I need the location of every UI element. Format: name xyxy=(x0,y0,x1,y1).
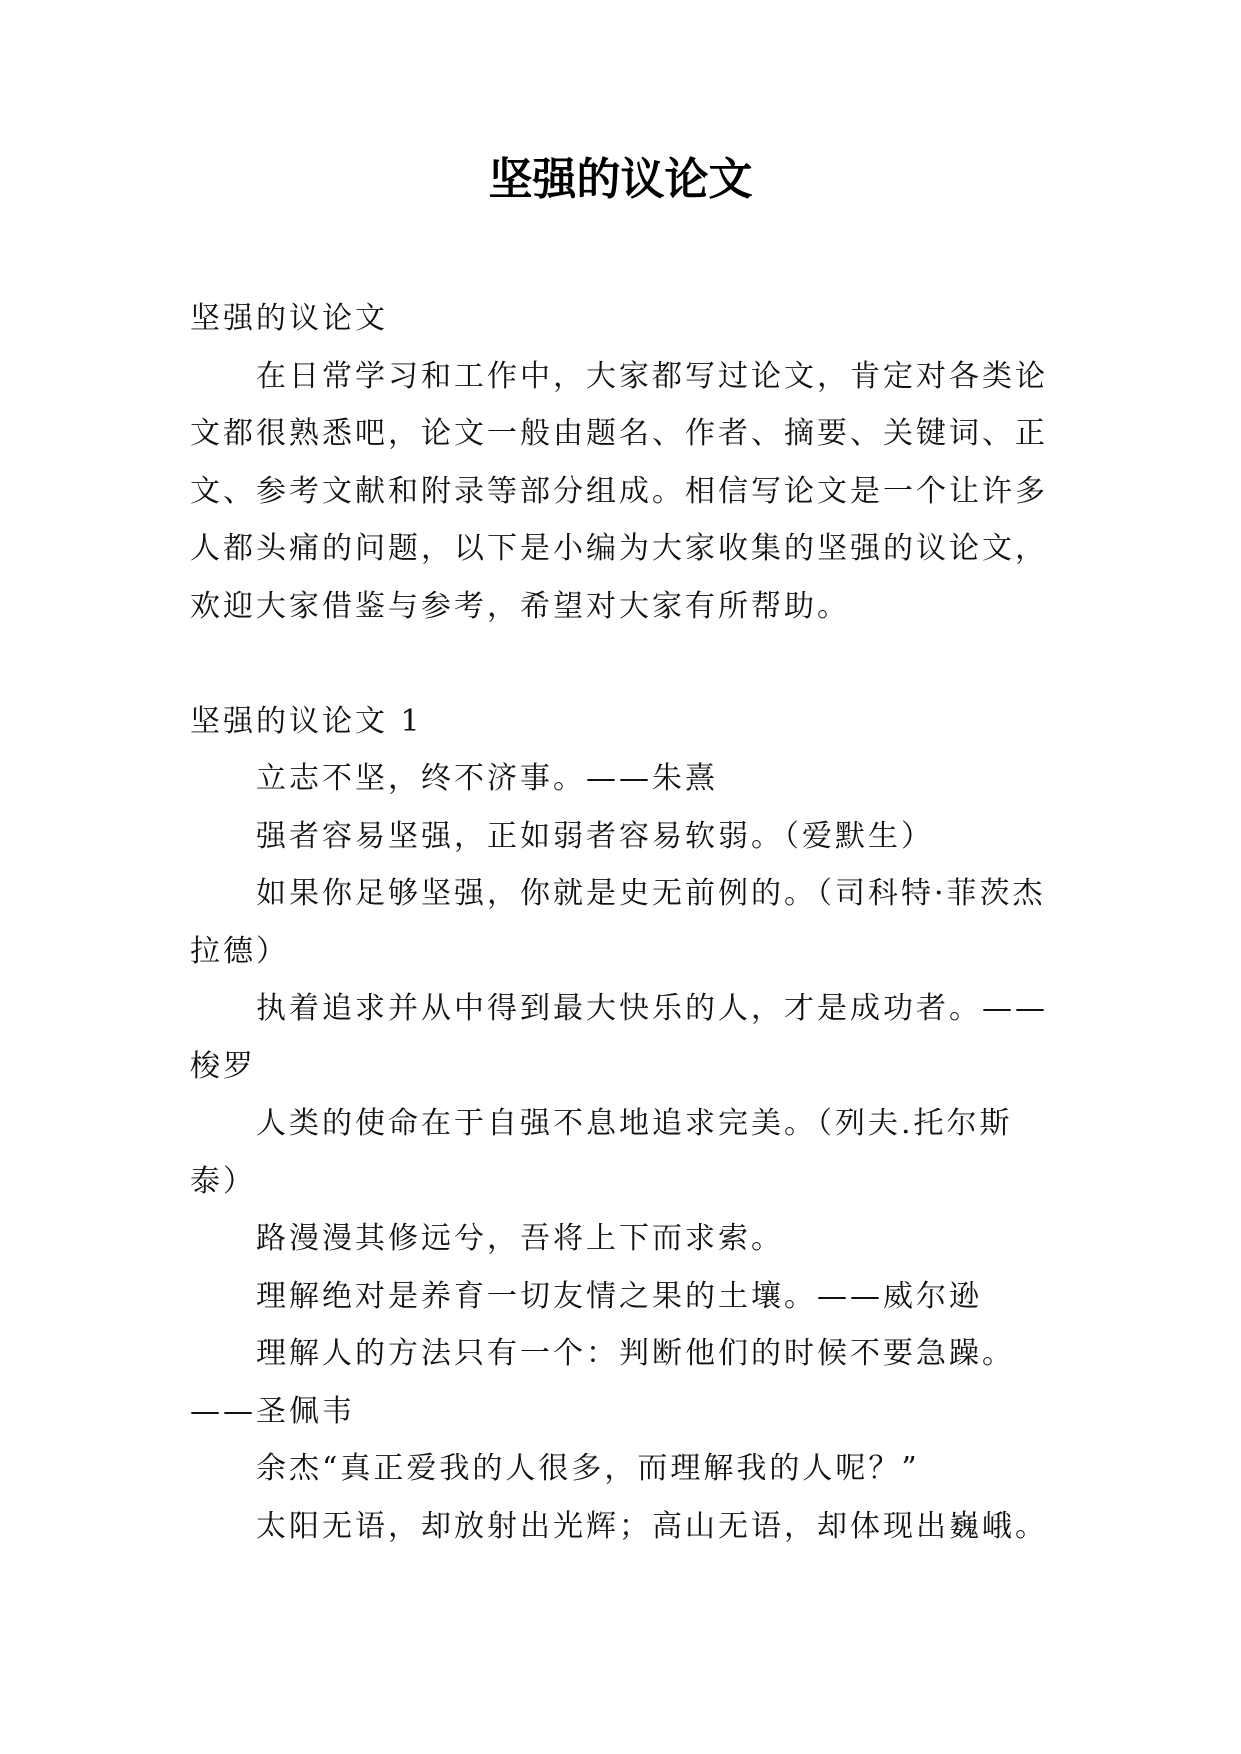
intro-paragraph: 在日常学习和工作中，大家都写过论文，肯定对各类论文都很熟悉吧，论文一般由题名、作者、摘要、关键词、正文、参考文献和附录等部分组成。相信写论文是一个让许多人都头痛的问题，以下是小编为大家收集的坚强的议论文，欢迎大家借鉴与参考，希望对大家有所帮助。 xyxy=(190,358,1048,624)
document-title: 坚强的议论文 xyxy=(488,154,753,205)
document-body xyxy=(190,290,1050,1555)
quote-paragraph: 理解绝对是养育一切友情之果的土壤。——威尔逊 xyxy=(256,1278,982,1314)
quote-paragraph: 强者容易坚强，正如弱者容易软弱。（爱默生） xyxy=(256,818,934,854)
quote-paragraph: 人类的使命在于自强不息地追求完美。（列夫.托尔斯泰） xyxy=(190,1106,1013,1199)
quote-paragraph: 太阳无语，却放射出光辉；高山无语，却体现出巍峨。 xyxy=(256,1508,1048,1544)
quote-paragraph: 理解人的方法只有一个：判断他们的时候不要急躁。——圣佩韦 xyxy=(190,1336,1015,1429)
paragraph-gap xyxy=(190,635,1050,693)
quote-paragraph: 立志不坚，终不济事。——朱熹 xyxy=(256,761,718,796)
section-heading: 坚强的议论文 1 xyxy=(190,703,423,739)
quote-paragraph: 余杰“真正爱我的人很多，而理解我的人呢？” xyxy=(256,1451,920,1486)
quote-paragraph: 如果你足够坚强，你就是史无前例的。（司科特·菲茨杰拉德） xyxy=(190,876,1046,969)
quote-paragraph: 路漫漫其修远兮，吾将上下而求索。 xyxy=(256,1221,784,1256)
heading: 坚强的议论文 xyxy=(190,301,388,336)
quote-paragraph: 执着追求并从中得到最大快乐的人，才是成功者。——梭罗 xyxy=(190,991,1048,1084)
